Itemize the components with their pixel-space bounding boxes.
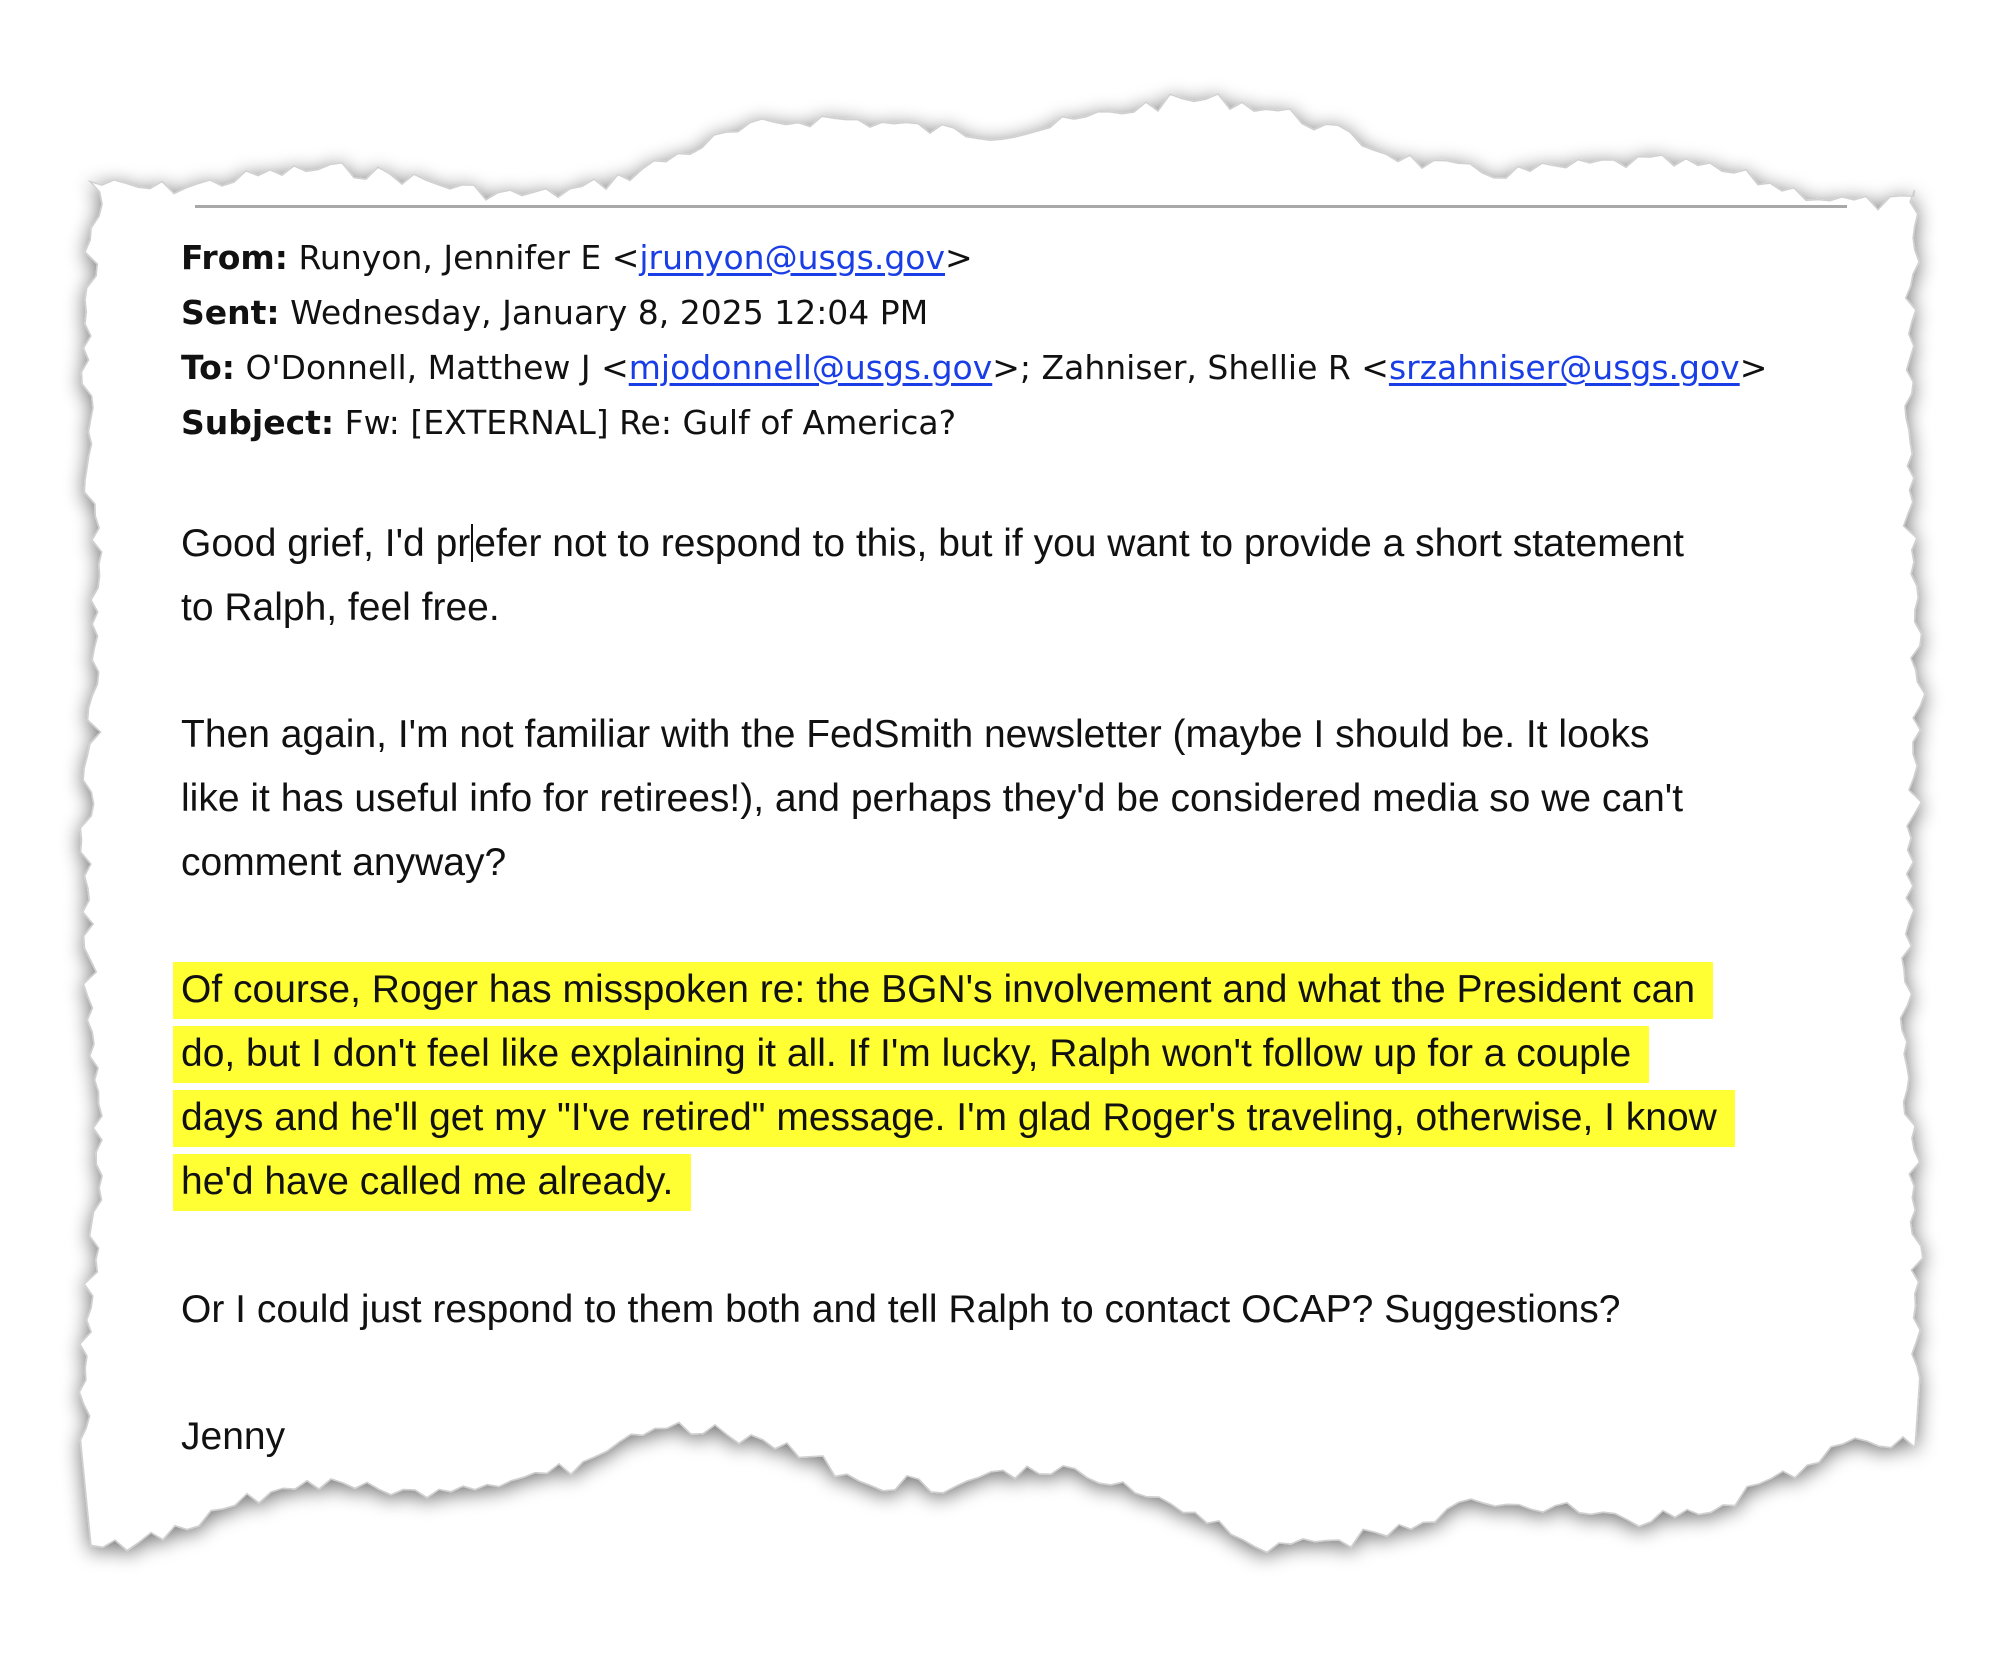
to-label: To: — [181, 348, 235, 387]
to-name-1: O'Donnell, Matthew J < — [245, 348, 629, 387]
signature — [181, 1405, 1881, 1469]
sent-label: Sent: — [181, 293, 280, 332]
text-cursor — [471, 524, 473, 562]
body-line: Then again, I'm not familiar with the FedSmith newsletter (maybe I should be. It looks — [181, 713, 1650, 756]
from-name: Runyon, Jennifer E < — [298, 238, 640, 277]
subject-label: Subject: — [181, 403, 335, 442]
highlight-mark: days and he'll get my "I've retired" message. I'm glad Roger's traveling, otherwise, I know — [173, 1090, 1735, 1147]
body-paragraph-3-highlighted — [181, 958, 1881, 1214]
body-line: Or I could just respond to them both and tell Ralph to contact OCAP? Suggestions? — [181, 1288, 1621, 1331]
body-line: to Ralph, feel free. — [181, 586, 500, 629]
to-line — [181, 348, 1767, 388]
highlighted-line — [181, 1150, 1881, 1214]
from-close: > — [944, 238, 973, 277]
body-paragraph-1 — [181, 512, 1881, 640]
body-paragraph-4 — [181, 1278, 1881, 1342]
to-email-1-link[interactable]: mjodonnell@usgs.gov — [628, 348, 993, 387]
to-email-2-link[interactable]: srzahniser@usgs.gov — [1388, 348, 1740, 387]
sent-line — [181, 293, 928, 333]
highlight-mark: do, but I don't feel like explaining it all. If I'm lucky, Ralph won't follow up for a couple — [173, 1026, 1649, 1083]
subject-line — [181, 403, 956, 443]
to-close: > — [1739, 348, 1768, 387]
to-separator: >; Zahniser, Shellie R < — [992, 348, 1389, 387]
highlighted-line — [181, 1086, 1881, 1150]
highlighted-line — [181, 1022, 1881, 1086]
body-text: efer not to respond to this, but if you want to provide a short statement — [474, 522, 1684, 565]
sent-value: Wednesday, January 8, 2025 12:04 PM — [290, 293, 929, 332]
highlight-mark: Of course, Roger has misspoken re: the BGN's involvement and what the President can — [173, 962, 1713, 1019]
from-label: From: — [181, 238, 288, 277]
signature-text: Jenny — [181, 1415, 286, 1458]
from-line — [181, 238, 973, 278]
body-text: Good grief, I'd pr — [181, 522, 471, 565]
highlighted-line — [181, 958, 1881, 1022]
highlight-mark: he'd have called me already. — [173, 1154, 691, 1211]
subject-value: Fw: [EXTERNAL] Re: Gulf of America? — [344, 403, 957, 442]
body-line: like it has useful info for retirees!), and perhaps they'd be considered media so we can't — [181, 777, 1684, 820]
body-paragraph-2 — [181, 703, 1881, 895]
body-line: comment anyway? — [181, 841, 507, 884]
body-line — [181, 512, 1881, 576]
header-divider — [195, 205, 1847, 208]
from-email-link[interactable]: jrunyon@usgs.gov — [639, 238, 945, 277]
